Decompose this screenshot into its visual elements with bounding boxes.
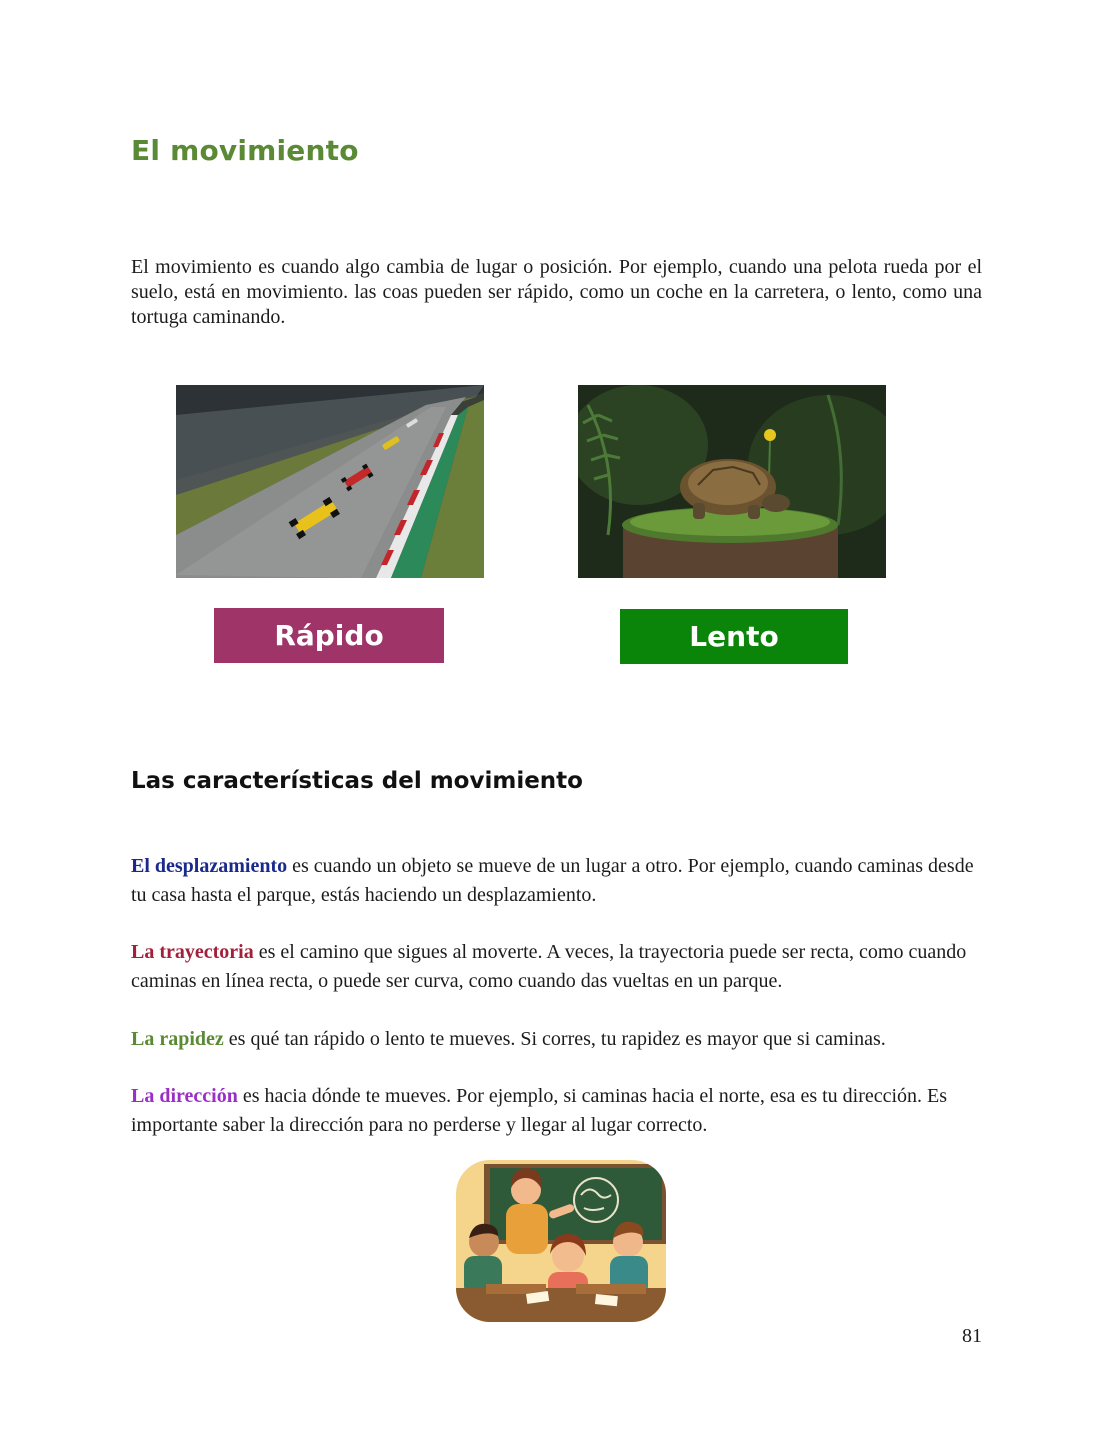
- paragraph-speed: [131, 1025, 983, 1054]
- intro-paragraph: El movimiento es cuando algo cambia de lugar o posición. Por ejemplo, cuando una pelota rueda por el suelo, está en movimiento. las coas pueden ser rápido, como un coche en la carretera, o lento, como una tortuga caminando.: [131, 256, 982, 328]
- turtle-photo: [578, 385, 886, 578]
- paragraph-displacement: [131, 852, 983, 910]
- paragraph-trajectory: [131, 938, 983, 996]
- paragraph-direction: [131, 1082, 983, 1140]
- race-cars-photo: [176, 385, 484, 578]
- term-speed: La rapidez: [131, 1028, 224, 1050]
- definition-text: es hacia dónde te mueves. Por ejemplo, si caminas hacia el norte, esa es tu dirección. Es importante saber la dirección para no perderse y llegar al lugar correcto.: [131, 1085, 948, 1136]
- section-heading: Las características del movimiento: [131, 768, 583, 794]
- term-displacement: El desplazamiento: [131, 855, 288, 877]
- label-slow: Lento: [620, 609, 848, 664]
- page-number: 81: [962, 1325, 982, 1347]
- definition-text: es qué tan rápido o lento te mueves. Si corres, tu rapidez es mayor que si caminas.: [223, 1028, 886, 1050]
- definition-text: es el camino que sigues al moverte. A veces, la trayectoria puede ser recta, como cuando caminas en línea recta, o puede ser curva, como cuando das vueltas en un parque.: [131, 941, 967, 992]
- label-fast: Rápido: [214, 608, 444, 663]
- term-direction: La dirección: [131, 1085, 238, 1107]
- term-trajectory: La trayectoria: [131, 941, 254, 963]
- page-title: El movimiento: [131, 134, 359, 167]
- definition-text: es cuando un objeto se mueve de un lugar a otro. Por ejemplo, cuando caminas desde tu casa hasta el parque, estás haciendo un desplazamiento.: [131, 855, 974, 906]
- classroom-illustration: [456, 1160, 666, 1322]
